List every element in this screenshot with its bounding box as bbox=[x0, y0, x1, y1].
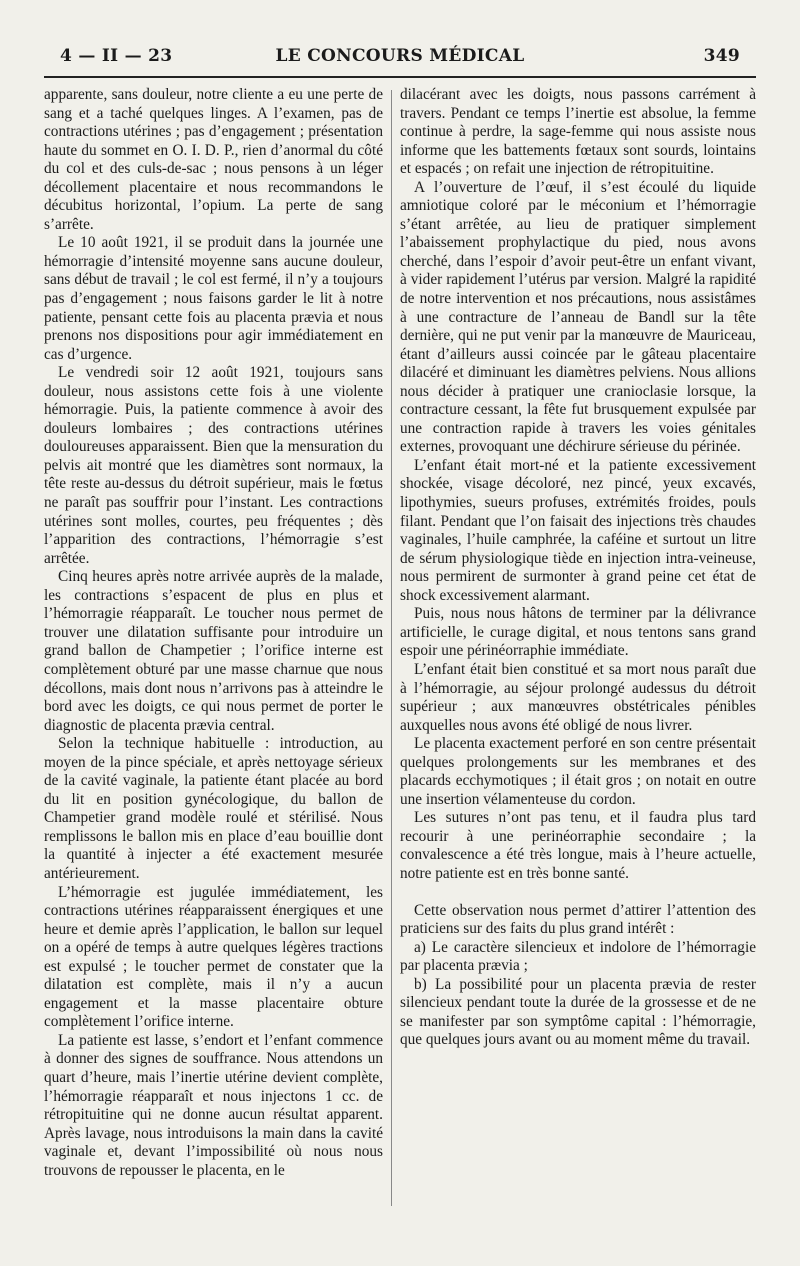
paragraph: Cinq heures après notre arrivée auprès de la malade, les contractions s’espacent de plus en plus et l’hémorragie réapparaît. Le toucher nous permet de trouver une dilatation suffisante pour introduire un grand ballon de Champetier ; l’orifice interne est complètement obturé par une masse charnue que nous décollons, mais dont nous n’arrivons pas à atteindre le bord avec les doigts, ce qui nous permet de porter le diagnostic de placenta prævia central. bbox=[44, 568, 383, 734]
paragraph: Le placenta exactement perforé en son centre présentait quelques prolongements sur les membranes et des placards ecchymotiques ; il était gros ; on notait en outre une insertion vélamenteuse du cordon. bbox=[400, 735, 756, 808]
paragraph: Cette observation nous permet d’attirer l’attention des praticiens sur des faits du plus grand intérêt : bbox=[400, 901, 756, 938]
paragraph: Puis, nous nous hâtons de terminer par la délivrance artificielle, le curage digital, et nous tentons sans grand espoir une périnéorraphie immédiate. bbox=[400, 605, 756, 660]
header-rule bbox=[44, 76, 756, 78]
paragraph: L’enfant était bien constitué et sa mort nous paraît due à l’hémorragie, au séjour prolongé audessus du détroit supérieur ; aux manœuvres obstétricales pénibles auxquelles nous avons été obligé de nous livrer. bbox=[400, 660, 756, 734]
paragraph: L’enfant était mort-né et la patiente excessivement shockée, visage décoloré, nez pincé, yeux excavés, lipothymies, sueurs profuses, extrémités froides, pouls filant. Pendant que l’on faisait des injections très chaudes vaginales, l’huile camphrée, la caféine et surtout un litre de sérum physiologique tiède en injection intra-veineuse, nous permirent de surmonter à grand peine cet état de shock excessivement alarmant. bbox=[400, 456, 756, 604]
list-item: a) Le caractère silencieux et indolore de l’hémorragie par placenta prævia ; bbox=[400, 938, 756, 975]
paragraph: L’hémorragie est jugulée immédiatement, les contractions utérines réapparaissent énergiques et une heure et demie après l’application, le ballon sur lequel on a opéré de temps à autre quelques légères tractions est expulsé ; le toucher permet de constater que la dilatation est complète, mais il n’y a aucun engagement et la masse placentaire obture complètement l’orifice interne. bbox=[44, 883, 383, 1031]
paragraph: apparente, sans douleur, notre cliente a eu une perte de sang et a taché quelques linges. A l’examen, pas de contractions utérines ; pas d’engagement ; présentation haute du sommet en O. I. D. P., rien d’anormal du côté du col et des culs-de-sac ; nous pensons à un léger décollement placentaire et nous recommandons le décubitus horizontal, l’opium. La perte de sang s’arrête. bbox=[44, 86, 383, 233]
list-item: b) La possibilité pour un placenta prævia de rester silencieux pendant toute la durée de la grossesse et de ne se manifester par son symptôme capital : l’hémorragie, que quelques jours avant ou au moment même du travail. bbox=[400, 975, 756, 1049]
page-number: 349 bbox=[703, 46, 740, 66]
running-header bbox=[60, 46, 740, 76]
paragraph: dilacérant avec les doigts, nous passons carrément à travers. Pendant ce temps l’inertie est absolue, la femme continue à perdre, la sage-femme qui nous assiste nous informe que les battements fœtaux sont sourds, lointains et espacés ; on refait une injection de rétropituitine. bbox=[400, 86, 756, 178]
issue-date: 4 — II — 23 bbox=[60, 46, 173, 66]
paragraph: Les sutures n’ont pas tenu, et il faudra plus tard recourir à une perinéorraphie secondaire ; la convalescence a été très longue, mais à l’heure actuelle, notre patiente est en très bonne santé. bbox=[400, 809, 756, 882]
paragraph: Le vendredi soir 12 août 1921, toujours sans douleur, nous assistons cette fois à une violente hémorragie. Puis, la patiente commence à avoir des douleurs lombaires ; des contractions utérines douloureuses apparaissent. Bien que la mensuration du pelvis ait montré que les diamètres sont normaux, la tête reste au-dessus du détroit supérieur, mais le fœtus ne paraît pas souffrir pour l’instant. Les contractions utérines sont molles, courtes, peu fréquentes ; dès l’apparition des contractions, l’hémorragie s’est arrêtée. bbox=[44, 364, 383, 567]
paragraph: La patiente est lasse, s’endort et l’enfant commence à donner des signes de souffrance. Nous attendons un quart d’heure, mais l’inertie utérine devient complète, l’hémorragie réapparaît et nous injectons 1 cc. de rétropituitine qui ne donne aucun résultat apparent. Après lavage, nous introduisons la main dans la cavité vaginale et, devant l’impossibilité où nous nous trouvons de repousser le placenta, en le bbox=[44, 1031, 383, 1179]
journal-title: LE CONCOURS MÉDICAL bbox=[275, 46, 525, 66]
paragraph: Selon la technique habituelle : introduction, au moyen de la pince spéciale, et après nettoyage sérieux de la cavité vaginale, la patiente étant placée au bord du lit en position gynécologique, du ballon de Champetier grand modèle roulé et stérilisé. Nous remplissons le ballon mis en place d’eau bouillie dont la quantité à injecter a été exactement mesurée antérieurement. bbox=[44, 735, 383, 882]
left-column bbox=[44, 86, 383, 1212]
column-divider bbox=[391, 90, 392, 1206]
paragraph: A l’ouverture de l’œuf, il s’est écoulé du liquide amniotique coloré par le méconium et l’hémorragie s’étant arrêtée, au lieu de pratiquer simplement l’abaissement prophylactique du pied, nous avons cherché, dans l’espoir d’avoir peut-être un enfant vivant, à vider rapidement l’utérus par version. Malgré la rapidité de notre intervention et nos précautions, nous assistâmes à une contracture de l’anneau de Bandl sur la tête dernière, qui ne put venir par la manœuvre de Mauriceau, étant d’ailleurs aussi coincée par le gâteau placentaire dilacéré et diminuant les diamètres pelviens. Nous allions nous décider à pratiquer une cranioclasie lorsque, la contracture cessant, la fête fut brusquement expulsée par une contraction rapide à travers les voies génitales externes, provoquant une déchirure sérieuse du périnée. bbox=[400, 178, 756, 456]
paragraph: Le 10 août 1921, il se produit dans la journée une hémorragie d’intensité moyenne sans aucune douleur, sans début de travail ; le col est fermé, il n’y a toujours pas d’engagement ; nous faisons garder le lit à notre patiente, pensant cette fois au placenta prævia et nous prenons nos dispositions pour agir immédiatement en cas d’urgence. bbox=[44, 234, 383, 363]
right-column bbox=[400, 86, 756, 1212]
